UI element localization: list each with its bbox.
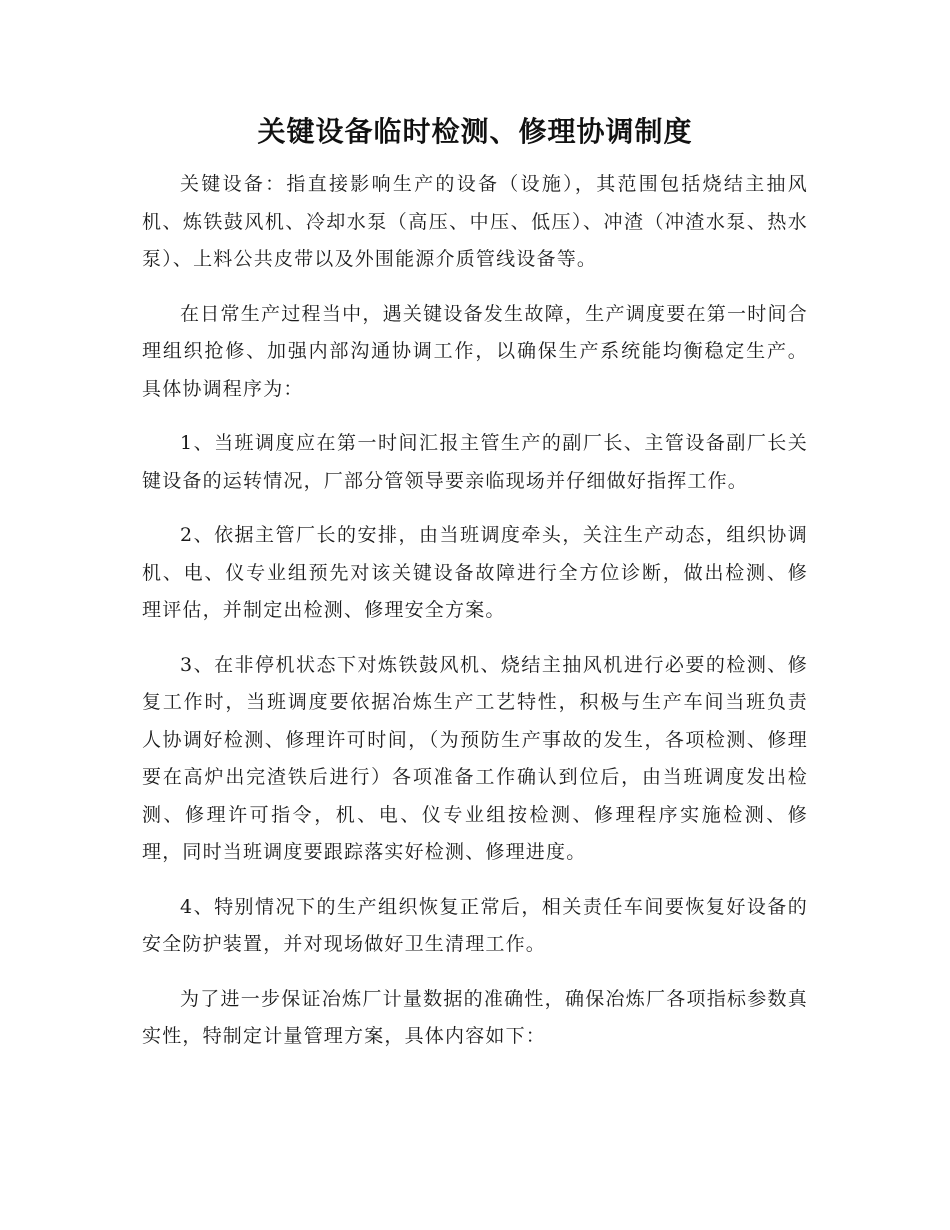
document-title: 关键设备临时检测、修理协调制度 [257, 115, 693, 148]
paragraph-step-3: 3、在非停机状态下对炼铁鼓风机、烧结主抽风机进行必要的检测、修复工作时，当班调度要依据冶炼生产工艺特性，积极与生产车间当班负责人协调好检测、修理许可时间，（为预防生产事故的发生，各项检测、修理要在高炉出完渣铁后进行）各项准备工作确认到位后，由当班调度发出检测、修理许可指令，机、电、仪专业组按检测、修理程序实施检测、修理，同时当班调度要跟踪落实好检测、修理进度。 [142, 653, 808, 863]
paragraph-step-2: 2、依据主管厂长的安排，由当班调度牵头，关注生产动态，组织协调机、电、仪专业组预先对该关键设备故障进行全方位诊断，做出检测、修理评估，并制定出检测、修理安全方案。 [142, 524, 808, 621]
document-body [142, 166, 808, 1073]
paragraph-metering-intro: 为了进一步保证冶炼厂计量数据的准确性，确保冶炼厂各项指标参数真实性，特制定计量管理方案，具体内容如下： [142, 987, 808, 1047]
paragraph-coordination-intro: 在日常生产过程当中，遇关键设备发生故障，生产调度要在第一时间合理组织抢修、加强内部沟通协调工作，以确保生产系统能均衡稳定生产。具体协调程序为： [142, 302, 808, 400]
paragraph-key-equipment-definition: 关键设备：指直接影响生产的设备（设施），其范围包括烧结主抽风机、炼铁鼓风机、冷却水泵（高压、中压、低压）、冲渣（冲渣水泵、热水泵）、上料公共皮带以及外围能源介质管线设备等。 [142, 173, 808, 270]
paragraph-step-1: 1、当班调度应在第一时间汇报主管生产的副厂长、主管设备副厂长关键设备的运转情况，厂部分管领导要亲临现场并仔细做好指挥工作。 [142, 432, 808, 492]
paragraph-step-4: 4、特别情况下的生产组织恢复正常后，相关责任车间要恢复好设备的安全防护装置，并对现场做好卫生清理工作。 [142, 895, 808, 955]
